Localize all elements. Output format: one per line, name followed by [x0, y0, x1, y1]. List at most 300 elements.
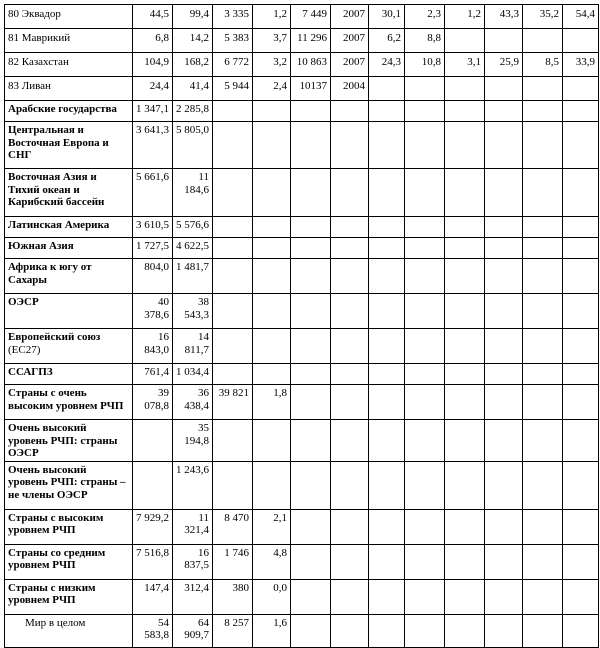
value-cell: 3,1 — [445, 53, 485, 77]
value-cell — [523, 579, 563, 614]
row-name: 80 Эквадор — [8, 8, 61, 20]
value-cell — [331, 259, 369, 294]
row-name-cell — [5, 53, 133, 77]
value-cell: 4 622,5 — [173, 238, 213, 259]
group-row — [5, 169, 599, 217]
value-cell: 380 — [213, 579, 253, 614]
value-cell — [445, 77, 485, 101]
row-name-cell — [5, 259, 133, 294]
value-cell — [291, 385, 331, 420]
value-cell — [445, 29, 485, 53]
value-cell — [563, 614, 599, 647]
value-cell: 2,3 — [405, 5, 445, 29]
value-cell — [331, 509, 369, 544]
row-name: Страны с низким уровнем РЧП — [8, 581, 96, 606]
value-cell — [563, 259, 599, 294]
value-cell: 1,2 — [445, 5, 485, 29]
value-cell — [485, 614, 523, 647]
value-cell — [331, 122, 369, 169]
value-cell — [253, 259, 291, 294]
row-name-cell — [5, 385, 133, 420]
value-cell — [523, 169, 563, 217]
value-cell — [369, 329, 405, 364]
value-cell — [485, 122, 523, 169]
row-name-cell — [5, 544, 133, 579]
group-row — [5, 238, 599, 259]
value-cell — [291, 217, 331, 238]
value-cell — [213, 217, 253, 238]
value-cell — [485, 461, 523, 509]
value-cell — [331, 294, 369, 329]
value-cell — [291, 259, 331, 294]
value-cell — [445, 509, 485, 544]
value-cell: 10 863 — [291, 53, 331, 77]
value-cell — [523, 77, 563, 101]
data-table — [4, 4, 599, 648]
value-cell — [291, 169, 331, 217]
value-cell: 11 184,6 — [173, 169, 213, 217]
value-cell — [523, 29, 563, 53]
value-cell: 14,2 — [173, 29, 213, 53]
group-row — [5, 122, 599, 169]
value-cell — [369, 544, 405, 579]
value-cell — [291, 509, 331, 544]
value-cell: 2,1 — [253, 509, 291, 544]
row-name-cell — [5, 101, 133, 122]
value-cell: 4,8 — [253, 544, 291, 579]
row-name-cell — [5, 420, 133, 462]
value-cell — [213, 461, 253, 509]
row-name-cell — [5, 5, 133, 29]
value-cell — [523, 294, 563, 329]
value-cell: 54,4 — [563, 5, 599, 29]
value-cell — [485, 579, 523, 614]
row-name: Страны с очень высоким уровнем РЧП — [8, 387, 124, 412]
row-name: Мир в целом — [25, 616, 86, 629]
value-cell — [485, 294, 523, 329]
table-body — [5, 5, 599, 648]
value-cell — [369, 122, 405, 169]
value-cell: 1,8 — [253, 385, 291, 420]
value-cell — [369, 461, 405, 509]
value-cell — [523, 259, 563, 294]
value-cell — [291, 461, 331, 509]
value-cell — [331, 461, 369, 509]
row-name: Очень высокий уровень РЧП: страны – не члены ОЭСР — [8, 463, 126, 501]
value-cell — [485, 385, 523, 420]
value-cell — [331, 544, 369, 579]
value-cell: 11 321,4 — [173, 509, 213, 544]
value-cell — [291, 294, 331, 329]
value-cell: 44,5 — [133, 5, 173, 29]
value-cell — [563, 385, 599, 420]
value-cell — [563, 364, 599, 385]
value-cell — [485, 101, 523, 122]
value-cell: 38 543,3 — [173, 294, 213, 329]
value-cell — [485, 259, 523, 294]
value-cell: 3,7 — [253, 29, 291, 53]
value-cell: 3 610,5 — [133, 217, 173, 238]
value-cell — [253, 169, 291, 217]
value-cell — [523, 385, 563, 420]
row-name-cell — [5, 77, 133, 101]
value-cell: 7 929,2 — [133, 509, 173, 544]
value-cell: 40 378,6 — [133, 294, 173, 329]
value-cell — [253, 329, 291, 364]
value-cell — [291, 364, 331, 385]
value-cell: 16 837,5 — [173, 544, 213, 579]
row-name-cell — [5, 364, 133, 385]
value-cell — [485, 169, 523, 217]
value-cell — [291, 122, 331, 169]
value-cell — [563, 461, 599, 509]
value-cell — [523, 364, 563, 385]
value-cell: 6 772 — [213, 53, 253, 77]
value-cell: 24,4 — [133, 77, 173, 101]
value-cell — [445, 385, 485, 420]
value-cell — [369, 614, 405, 647]
value-cell — [445, 101, 485, 122]
group-row — [5, 544, 599, 579]
value-cell — [445, 420, 485, 462]
value-cell — [369, 420, 405, 462]
value-cell — [291, 579, 331, 614]
value-cell — [445, 329, 485, 364]
value-cell — [445, 169, 485, 217]
value-cell — [405, 77, 445, 101]
value-cell — [405, 579, 445, 614]
value-cell — [253, 101, 291, 122]
value-cell: 2007 — [331, 5, 369, 29]
value-cell — [405, 217, 445, 238]
row-name: 83 Ливан — [8, 80, 51, 92]
row-name-cell — [5, 29, 133, 53]
row-name-cell — [5, 329, 133, 364]
value-cell — [523, 614, 563, 647]
value-cell — [213, 169, 253, 217]
value-cell — [523, 122, 563, 169]
value-cell — [445, 294, 485, 329]
value-cell — [213, 420, 253, 462]
row-name: Европейский союз — [8, 331, 101, 343]
value-cell: 2 285,8 — [173, 101, 213, 122]
value-cell: 0,0 — [253, 579, 291, 614]
value-cell: 5 661,6 — [133, 169, 173, 217]
group-row — [5, 329, 599, 364]
value-cell — [291, 544, 331, 579]
value-cell: 6,8 — [133, 29, 173, 53]
value-cell — [445, 579, 485, 614]
row-name: Восточная Азия и Тихий океан и Карибский бассейн — [8, 171, 105, 208]
row-name-cell — [5, 461, 133, 509]
value-cell — [405, 101, 445, 122]
value-cell: 3 335 — [213, 5, 253, 29]
value-cell: 5 576,6 — [173, 217, 213, 238]
value-cell: 14 811,7 — [173, 329, 213, 364]
value-cell — [291, 614, 331, 647]
value-cell — [563, 101, 599, 122]
row-name-cell — [5, 122, 133, 169]
value-cell — [369, 169, 405, 217]
value-cell — [331, 238, 369, 259]
value-cell: 3,2 — [253, 53, 291, 77]
value-cell — [405, 169, 445, 217]
value-cell — [523, 509, 563, 544]
value-cell: 1 746 — [213, 544, 253, 579]
group-row — [5, 579, 599, 614]
value-cell — [253, 217, 291, 238]
value-cell — [331, 420, 369, 462]
value-cell — [133, 461, 173, 509]
value-cell: 10137 — [291, 77, 331, 101]
value-cell: 1 727,5 — [133, 238, 173, 259]
value-cell: 8 470 — [213, 509, 253, 544]
value-cell: 1 243,6 — [173, 461, 213, 509]
value-cell — [445, 544, 485, 579]
group-row — [5, 461, 599, 509]
value-cell — [485, 217, 523, 238]
row-name: Центральная и Восточная Европа и СНГ — [8, 124, 109, 161]
value-cell: 8,5 — [523, 53, 563, 77]
country-row — [5, 5, 599, 29]
row-name-extra: (ЕС27) — [8, 343, 41, 356]
value-cell: 7 449 — [291, 5, 331, 29]
value-cell — [445, 364, 485, 385]
value-cell — [563, 169, 599, 217]
value-cell — [485, 364, 523, 385]
value-cell — [369, 364, 405, 385]
value-cell — [563, 579, 599, 614]
value-cell — [485, 420, 523, 462]
value-cell: 35 194,8 — [173, 420, 213, 462]
value-cell — [523, 420, 563, 462]
value-cell — [563, 77, 599, 101]
value-cell — [485, 509, 523, 544]
value-cell — [369, 217, 405, 238]
value-cell — [405, 614, 445, 647]
value-cell — [563, 238, 599, 259]
value-cell: 1 034,4 — [173, 364, 213, 385]
value-cell — [331, 329, 369, 364]
value-cell — [405, 461, 445, 509]
row-name: 81 Маврикий — [8, 32, 71, 44]
value-cell — [405, 238, 445, 259]
value-cell — [291, 329, 331, 364]
value-cell — [445, 238, 485, 259]
value-cell — [291, 101, 331, 122]
group-row — [5, 364, 599, 385]
value-cell — [485, 29, 523, 53]
group-row — [5, 509, 599, 544]
value-cell — [523, 238, 563, 259]
value-cell: 147,4 — [133, 579, 173, 614]
group-row — [5, 385, 599, 420]
value-cell — [253, 364, 291, 385]
value-cell — [405, 259, 445, 294]
value-cell — [405, 544, 445, 579]
country-row — [5, 53, 599, 77]
value-cell: 1,6 — [253, 614, 291, 647]
value-cell — [485, 77, 523, 101]
row-name: ОЭСР — [8, 296, 39, 308]
row-name: Южная Азия — [8, 240, 74, 252]
value-cell — [523, 217, 563, 238]
row-name: Страны со средним уровнем РЧП — [8, 546, 106, 571]
value-cell — [213, 364, 253, 385]
group-row — [5, 101, 599, 122]
value-cell — [405, 329, 445, 364]
row-name-cell — [5, 294, 133, 329]
value-cell — [405, 509, 445, 544]
value-cell — [485, 329, 523, 364]
value-cell — [253, 238, 291, 259]
value-cell: 2007 — [331, 53, 369, 77]
value-cell: 41,4 — [173, 77, 213, 101]
group-row — [5, 294, 599, 329]
value-cell — [213, 101, 253, 122]
value-cell: 7 516,8 — [133, 544, 173, 579]
value-cell: 64 909,7 — [173, 614, 213, 647]
value-cell — [369, 294, 405, 329]
value-cell: 312,4 — [173, 579, 213, 614]
value-cell: 39 821 — [213, 385, 253, 420]
value-cell — [369, 77, 405, 101]
value-cell — [213, 294, 253, 329]
row-name-cell — [5, 217, 133, 238]
country-row — [5, 77, 599, 101]
value-cell — [523, 329, 563, 364]
value-cell — [445, 122, 485, 169]
row-name-cell — [5, 579, 133, 614]
value-cell: 1 347,1 — [133, 101, 173, 122]
value-cell: 5 944 — [213, 77, 253, 101]
value-cell — [253, 420, 291, 462]
value-cell — [331, 217, 369, 238]
value-cell — [563, 29, 599, 53]
value-cell — [369, 509, 405, 544]
row-name-cell — [5, 509, 133, 544]
value-cell — [369, 385, 405, 420]
value-cell: 1 481,7 — [173, 259, 213, 294]
value-cell: 25,9 — [485, 53, 523, 77]
value-cell — [213, 329, 253, 364]
value-cell: 99,4 — [173, 5, 213, 29]
value-cell: 2,4 — [253, 77, 291, 101]
group-row — [5, 217, 599, 238]
value-cell: 761,4 — [133, 364, 173, 385]
value-cell: 16 843,0 — [133, 329, 173, 364]
value-cell — [331, 101, 369, 122]
value-cell — [485, 238, 523, 259]
value-cell — [369, 579, 405, 614]
value-cell — [445, 259, 485, 294]
value-cell — [523, 461, 563, 509]
row-name: Латинская Америка — [8, 219, 110, 231]
value-cell: 5 805,0 — [173, 122, 213, 169]
value-cell: 804,0 — [133, 259, 173, 294]
group-row — [5, 420, 599, 462]
value-cell: 104,9 — [133, 53, 173, 77]
value-cell — [253, 294, 291, 329]
value-cell: 168,2 — [173, 53, 213, 77]
value-cell: 1,2 — [253, 5, 291, 29]
value-cell — [523, 101, 563, 122]
value-cell: 35,2 — [523, 5, 563, 29]
country-row — [5, 29, 599, 53]
value-cell — [523, 544, 563, 579]
value-cell — [369, 101, 405, 122]
value-cell: 33,9 — [563, 53, 599, 77]
value-cell: 43,3 — [485, 5, 523, 29]
value-cell: 36 438,4 — [173, 385, 213, 420]
value-cell — [213, 259, 253, 294]
value-cell — [405, 364, 445, 385]
value-cell — [213, 238, 253, 259]
value-cell — [291, 420, 331, 462]
row-name-cell — [5, 238, 133, 259]
value-cell — [563, 217, 599, 238]
value-cell — [291, 238, 331, 259]
row-name: 82 Казахстан — [8, 56, 69, 68]
value-cell: 30,1 — [369, 5, 405, 29]
value-cell: 6,2 — [369, 29, 405, 53]
value-cell — [253, 122, 291, 169]
value-cell — [445, 461, 485, 509]
value-cell — [405, 420, 445, 462]
value-cell: 11 296 — [291, 29, 331, 53]
value-cell — [563, 122, 599, 169]
value-cell — [563, 509, 599, 544]
value-cell — [563, 329, 599, 364]
value-cell: 2004 — [331, 77, 369, 101]
row-name-cell — [5, 614, 133, 647]
value-cell — [331, 579, 369, 614]
value-cell — [405, 294, 445, 329]
row-name: Африка к югу от Сахары — [8, 261, 92, 286]
value-cell — [331, 364, 369, 385]
value-cell — [445, 217, 485, 238]
value-cell — [485, 544, 523, 579]
row-name: Арабские государства — [8, 103, 117, 115]
value-cell: 2007 — [331, 29, 369, 53]
value-cell — [213, 122, 253, 169]
value-cell — [331, 169, 369, 217]
row-name: ССАГПЗ — [8, 366, 53, 378]
world-row — [5, 614, 599, 647]
value-cell — [369, 238, 405, 259]
value-cell: 24,3 — [369, 53, 405, 77]
row-name: Очень высокий уровень РЧП: страны ОЭСР — [8, 422, 118, 459]
value-cell — [331, 614, 369, 647]
value-cell: 5 383 — [213, 29, 253, 53]
value-cell — [445, 614, 485, 647]
row-name-cell — [5, 169, 133, 217]
value-cell: 10,8 — [405, 53, 445, 77]
value-cell — [369, 259, 405, 294]
value-cell: 8,8 — [405, 29, 445, 53]
value-cell — [563, 544, 599, 579]
value-cell: 8 257 — [213, 614, 253, 647]
value-cell: 39 078,8 — [133, 385, 173, 420]
value-cell — [253, 461, 291, 509]
value-cell — [331, 385, 369, 420]
value-cell: 3 641,3 — [133, 122, 173, 169]
value-cell — [563, 420, 599, 462]
value-cell: 54 583,8 — [133, 614, 173, 647]
value-cell — [405, 385, 445, 420]
value-cell — [133, 420, 173, 462]
group-row — [5, 259, 599, 294]
